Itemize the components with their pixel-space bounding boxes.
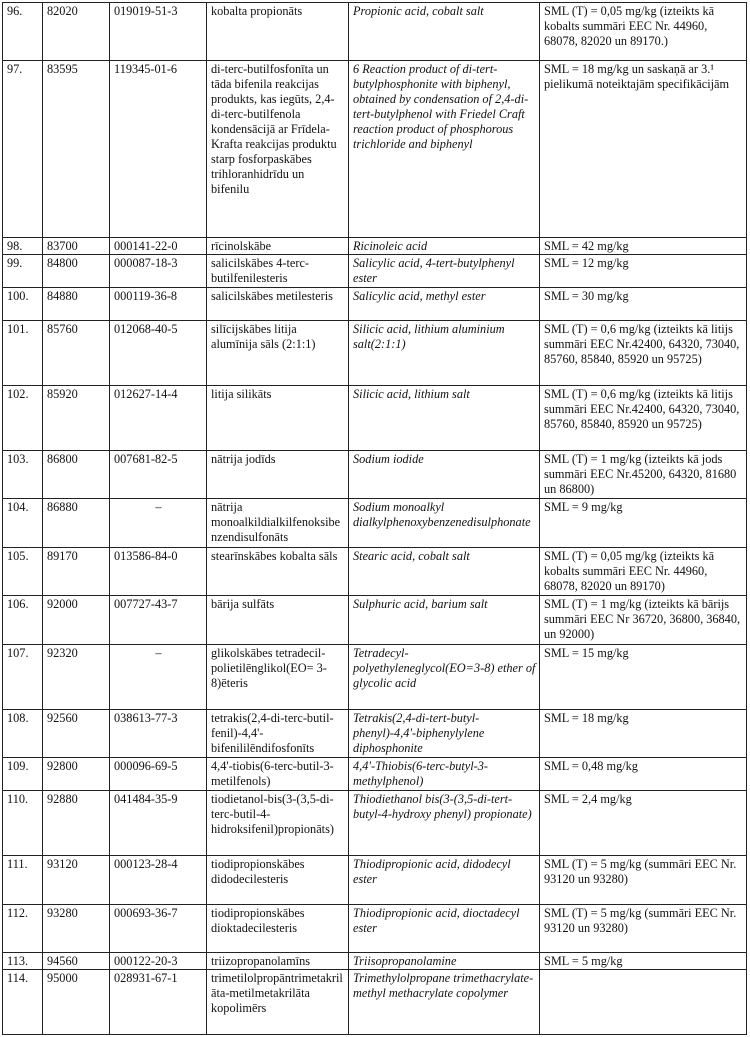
latvian-name: bārija sulfāts: [207, 596, 349, 645]
latvian-name: glikolskābes tetradecil-polietilēnglikol(EO= 3-8)ēteris: [207, 645, 349, 710]
latvian-name: nātrija jodīds: [207, 451, 349, 499]
row-number: 104.: [3, 499, 43, 548]
cas-number: 000096-69-5: [110, 758, 207, 791]
table-row: [3, 451, 747, 499]
cas-number: 038613-77-3: [110, 710, 207, 758]
cas-number: 019019-51-3: [110, 3, 207, 61]
latvian-name: di-terc-butilfosfonīta un tāda bifenila reakcijas produkts, kas iegūts, 2,4-di-terc-butilfenola kondensācijā ar Frīdela-Krafta reakcijas produktu starp fosforpaskābes trihloranhidrīdu un bifenilu: [207, 61, 349, 238]
restriction: SML = 5 mg/kg: [540, 953, 747, 970]
row-number: 110.: [3, 791, 43, 856]
table-row: [3, 238, 747, 255]
row-number: 103.: [3, 451, 43, 499]
latvian-name: kobalta propionāts: [207, 3, 349, 61]
row-number: 108.: [3, 710, 43, 758]
restriction: SML (T) = 0,05 mg/kg (izteikts kā kobalts summāri EEC Nr. 44960, 68078, 82020 un 89170): [540, 548, 747, 596]
row-number: 112.: [3, 905, 43, 953]
row-number: 107.: [3, 645, 43, 710]
cas-number: 007727-43-7: [110, 596, 207, 645]
ref-number: 92320: [43, 645, 110, 710]
ref-number: 84880: [43, 288, 110, 321]
table-row: [3, 548, 747, 596]
table-row: [3, 61, 747, 238]
table-row: [3, 710, 747, 758]
restriction: SML = 42 mg/kg: [540, 238, 747, 255]
english-name: Silicic acid, lithium aluminium salt(2:1:1): [349, 321, 540, 386]
english-name: Stearic acid, cobalt salt: [349, 548, 540, 596]
ref-number: 83595: [43, 61, 110, 238]
english-name: Thiodipropionic acid, dioctadecyl ester: [349, 905, 540, 953]
table-row: [3, 321, 747, 386]
cas-number: 000119-36-8: [110, 288, 207, 321]
restriction: SML = 18 mg/kg un saskaņā ar 3.¹ pielikumā noteiktajām specifikācijām: [540, 61, 747, 238]
english-name: Thiodiethanol bis(3-(3,5-di-tert-butyl-4-hydroxy phenyl) propionate): [349, 791, 540, 856]
restriction: SML (T) = 5 mg/kg (summāri EEC Nr. 93120 un 93280): [540, 856, 747, 905]
table-row: [3, 905, 747, 953]
latvian-name: litija silikāts: [207, 386, 349, 451]
english-name: Ricinoleic acid: [349, 238, 540, 255]
english-name: Sodium iodide: [349, 451, 540, 499]
cas-number: 000122-20-3: [110, 953, 207, 970]
ref-number: 86800: [43, 451, 110, 499]
cas-number: 013586-84-0: [110, 548, 207, 596]
restriction: SML = 9 mg/kg: [540, 499, 747, 548]
latvian-name: trimetilolpropāntrimetakrilāta-metilmetakrilāta kopolimērs: [207, 970, 349, 1035]
ref-number: 94560: [43, 953, 110, 970]
ref-number: 92560: [43, 710, 110, 758]
latvian-name: tiodietanol-bis(3-(3,5-di-terc-butil-4-hidroksifenil)propionāts): [207, 791, 349, 856]
row-number: 99.: [3, 255, 43, 288]
row-number: 105.: [3, 548, 43, 596]
ref-number: 83700: [43, 238, 110, 255]
row-number: 113.: [3, 953, 43, 970]
table-row: [3, 499, 747, 548]
latvian-name: triizopropanolamīns: [207, 953, 349, 970]
substance-table: [2, 2, 747, 1035]
latvian-name: silīcijskābes litija alumīnija sāls (2:1:1): [207, 321, 349, 386]
latvian-name: salicilskābes 4-terc-butilfenilesteris: [207, 255, 349, 288]
cas-number: 012627-14-4: [110, 386, 207, 451]
restriction: SML = 30 mg/kg: [540, 288, 747, 321]
table-row: [3, 3, 747, 61]
row-number: 97.: [3, 61, 43, 238]
restriction: SML (T) = 0,6 mg/kg (izteikts kā litijs summāri EEC Nr.42400, 64320, 73040, 85760, 85840, 85920 un 95725): [540, 321, 747, 386]
english-name: 6 Reaction product of di-tert-butylphosphonite with biphenyl, obtained by condensation of 2,4-di-tert-butylphenol with Friedel Craft reaction product of phosphorous trichloride and biphenyl: [349, 61, 540, 238]
restriction: SML (T) = 0,6 mg/kg (izteikts kā litijs summāri EEC Nr.42400, 64320, 73040, 85760, 85840, 85920 un 95725): [540, 386, 747, 451]
cas-number: 012068-40-5: [110, 321, 207, 386]
table-row: [3, 596, 747, 645]
english-name: Thiodipropionic acid, didodecyl ester: [349, 856, 540, 905]
restriction: [540, 970, 747, 1035]
table-row: [3, 953, 747, 970]
english-name: Salicylic acid, 4-tert-butylphenyl ester: [349, 255, 540, 288]
english-name: Tetrakis(2,4-di-tert-butyl-phenyl)-4,4'-biphenylylene diphosphonite: [349, 710, 540, 758]
latvian-name: tiodipropionskābes didodecilesteris: [207, 856, 349, 905]
ref-number: 95000: [43, 970, 110, 1035]
cas-number: 000693-36-7: [110, 905, 207, 953]
ref-number: 84800: [43, 255, 110, 288]
english-name: Sulphuric acid, barium salt: [349, 596, 540, 645]
english-name: Propionic acid, cobalt salt: [349, 3, 540, 61]
english-name: Salicylic acid, methyl ester: [349, 288, 540, 321]
english-name: Sodium monoalkyl dialkylphenoxybenzenedisulphonate: [349, 499, 540, 548]
cas-number: 041484-35-9: [110, 791, 207, 856]
english-name: Tetradecyl-polyethyleneglycol(EO=3-8) ether of glycolic acid: [349, 645, 540, 710]
cas-number: 000087-18-3: [110, 255, 207, 288]
ref-number: 93280: [43, 905, 110, 953]
table-row: [3, 791, 747, 856]
row-number: 109.: [3, 758, 43, 791]
latvian-name: tiodipropionskābes dioktadecilesteris: [207, 905, 349, 953]
table-row: [3, 386, 747, 451]
ref-number: 92880: [43, 791, 110, 856]
cas-number: 007681-82-5: [110, 451, 207, 499]
row-number: 96.: [3, 3, 43, 61]
ref-number: 93120: [43, 856, 110, 905]
cas-number: 119345-01-6: [110, 61, 207, 238]
table-row: [3, 758, 747, 791]
latvian-name: rīcinolskābe: [207, 238, 349, 255]
table-row: [3, 288, 747, 321]
ref-number: 92800: [43, 758, 110, 791]
latvian-name: tetrakis(2,4-di-terc-butil-fenil)-4,4'-bifenililēndifosfonīts: [207, 710, 349, 758]
row-number: 111.: [3, 856, 43, 905]
ref-number: 85920: [43, 386, 110, 451]
latvian-name: 4,4'-tiobis(6-terc-butil-3-metilfenols): [207, 758, 349, 791]
restriction: SML (T) = 1 mg/kg (izteikts kā bārijs summāri EEC Nr 36720, 36800, 36840, un 92000): [540, 596, 747, 645]
ref-number: 82020: [43, 3, 110, 61]
restriction: SML = 12 mg/kg: [540, 255, 747, 288]
english-name: Triisopropanolamine: [349, 953, 540, 970]
cas-number: –: [110, 499, 207, 548]
ref-number: 89170: [43, 548, 110, 596]
restriction: SML = 15 mg/kg: [540, 645, 747, 710]
table-row: [3, 645, 747, 710]
english-name: 4,4'-Thiobis(6-terc-butyl-3-methylphenol): [349, 758, 540, 791]
table-row: [3, 970, 747, 1035]
restriction: SML = 0,48 mg/kg: [540, 758, 747, 791]
ref-number: 86880: [43, 499, 110, 548]
cas-number: –: [110, 645, 207, 710]
table-row: [3, 255, 747, 288]
cas-number: 000141-22-0: [110, 238, 207, 255]
restriction: SML = 2,4 mg/kg: [540, 791, 747, 856]
table-body: [3, 3, 747, 1035]
table-row: [3, 856, 747, 905]
cas-number: 028931-67-1: [110, 970, 207, 1035]
row-number: 106.: [3, 596, 43, 645]
row-number: 114.: [3, 970, 43, 1035]
row-number: 101.: [3, 321, 43, 386]
ref-number: 92000: [43, 596, 110, 645]
latvian-name: stearīnskābes kobalta sāls: [207, 548, 349, 596]
restriction: SML (T) = 1 mg/kg (izteikts kā jods summāri EEC Nr.45200, 64320, 81680 un 86800): [540, 451, 747, 499]
row-number: 100.: [3, 288, 43, 321]
latvian-name: salicilskābes metilesteris: [207, 288, 349, 321]
english-name: Silicic acid, lithium salt: [349, 386, 540, 451]
row-number: 98.: [3, 238, 43, 255]
restriction: SML (T) = 0,05 mg/kg (izteikts kā kobalts summāri EEC Nr. 44960, 68078, 82020 un 89170.): [540, 3, 747, 61]
row-number: 102.: [3, 386, 43, 451]
restriction: SML = 18 mg/kg: [540, 710, 747, 758]
latvian-name: nātrija monoalkildialkilfenoksibenzendisulfonāts: [207, 499, 349, 548]
cas-number: 000123-28-4: [110, 856, 207, 905]
ref-number: 85760: [43, 321, 110, 386]
restriction: SML (T) = 5 mg/kg (summāri EEC Nr. 93120 un 93280): [540, 905, 747, 953]
english-name: Trimethylolpropane trimethacrylate-methyl methacrylate copolymer: [349, 970, 540, 1035]
